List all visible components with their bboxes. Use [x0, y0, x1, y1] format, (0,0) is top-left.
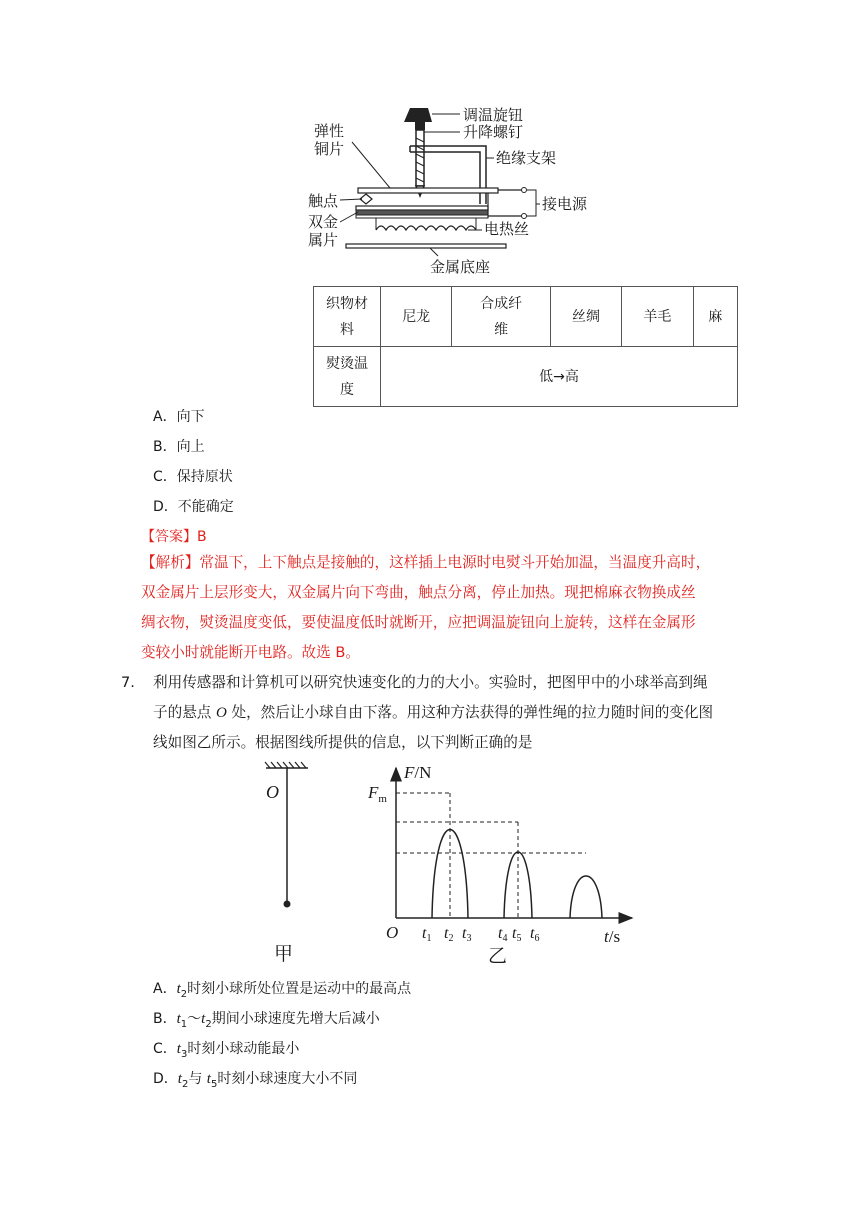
q7-stem-line: 子的悬点 O 处，然后让小球自由下落。用这种方法获得的弹性绳的拉力随时间的变化图: [153, 704, 714, 721]
y-axis-label: F/N: [404, 763, 432, 782]
fig-yi-label: 乙: [488, 945, 508, 967]
thermostat-diagram: [300, 96, 600, 280]
q7-number: 7.: [121, 674, 135, 691]
x-tick-label: t4: [498, 925, 508, 944]
variable-subscript: 3: [180, 1048, 188, 1060]
table-cell: 丝绸: [550, 287, 621, 347]
label-power: 接电源: [542, 195, 588, 213]
q7-stem-line: 线如图乙所示。根据图线所提供的信息，以下判断正确的是: [153, 734, 533, 751]
label-screw: 升降螺钉: [463, 123, 524, 141]
force-pulse-3: [570, 876, 602, 918]
label-heating-wire: 电热丝: [484, 220, 530, 238]
analysis-tag: 【解析】: [141, 554, 200, 571]
knob-shape: [404, 108, 432, 122]
analysis-line: 双金属片上层形变大，双金属片向下弯曲，触点分离，停止加热。现把棉麻衣物换成丝: [141, 584, 696, 601]
q7-option-d[interactable]: D．$t_2$与 $t_5$时刻小球速度大小不同: [153, 1071, 358, 1090]
q7-stem: [153, 668, 713, 758]
label-knob: 调温旋钮: [463, 106, 524, 124]
x-tick-label: t3: [462, 925, 472, 944]
heating-wire-shape: [376, 226, 476, 230]
x-tick-label: t6: [530, 925, 540, 944]
table-row: [314, 287, 738, 347]
answer-label: 【答案】B: [141, 529, 207, 545]
analysis-line: 变较小时就能断开电路。故选 B。: [141, 644, 360, 661]
q6-option-a[interactable]: A．向下: [153, 409, 205, 425]
q6-option-d[interactable]: D．不能确定: [153, 499, 234, 515]
label-copper-2: 铜片: [314, 140, 345, 158]
table-row: [314, 347, 738, 407]
q7-option-a[interactable]: A．$t_2$时刻小球所处位置是运动中的最高点: [153, 981, 412, 1000]
force-time-graph: [360, 760, 640, 970]
label-bimetal-2: 属片: [308, 231, 339, 249]
variable-symbol: t: [176, 1011, 181, 1027]
pendulum-figure: [256, 760, 316, 970]
label-contact: 触点: [308, 192, 339, 210]
variable-symbol: t: [206, 1071, 211, 1087]
q7-option-c[interactable]: C．$t_3$时刻小球动能最小: [153, 1041, 300, 1060]
variable-subscript: 2: [181, 1078, 189, 1090]
table-cell: 麻: [693, 287, 737, 347]
label-copper-1: 弹性: [314, 122, 345, 140]
table-cell-range: 低→高: [381, 347, 738, 407]
x-tick-label: t5: [512, 925, 522, 944]
analysis-line: 常温下，上下触点是接触的，这样插上电源时电熨斗开始加温，当温度升高时，: [199, 554, 711, 571]
variable-subscript: 2: [180, 988, 188, 1000]
base-shape: [346, 244, 506, 248]
q6-option-c[interactable]: C．保持原状: [153, 469, 233, 485]
variable-symbol: t: [201, 1011, 206, 1027]
label-bimetal-1: 双金: [308, 213, 339, 231]
x-axis-label: t/s: [604, 927, 621, 946]
label-bracket: 绝缘支架: [496, 149, 557, 167]
variable-symbol: t: [176, 1041, 181, 1057]
ball-shape: [284, 901, 291, 908]
x-tick-label: t1: [422, 925, 432, 944]
variable-symbol: t: [177, 1071, 182, 1087]
table-cell: 合成纤 维: [452, 287, 550, 347]
origin-label: O: [386, 923, 399, 942]
table-cell-header: 熨烫温 度: [314, 347, 381, 407]
table-cell: 羊毛: [622, 287, 693, 347]
variable-subscript: 1: [180, 1018, 188, 1030]
analysis-paragraph: [141, 548, 710, 668]
analysis-line: 绸衣物，熨烫温度变低，要使温度低时就断开，应把调温旋钮向上旋转，这样在金属形: [141, 614, 696, 631]
table-cell-header: 织物材 料: [314, 287, 381, 347]
variable-subscript: 2: [205, 1018, 212, 1030]
point-o-label: O: [266, 782, 279, 802]
fig-jia-label: 甲: [274, 943, 294, 965]
variable-subscript: 5: [210, 1078, 218, 1090]
x-tick-label: t2: [444, 925, 454, 944]
fm-label: $F_m$: [368, 783, 387, 805]
table-cell: 尼龙: [381, 287, 452, 347]
q6-option-b[interactable]: B．向上: [153, 439, 205, 455]
label-base: 金属底座: [430, 258, 491, 276]
q7-stem-line: 利用传感器和计算机可以研究快速变化的力的大小。实验时，把图甲中的小球举高到绳: [153, 674, 708, 691]
variable-symbol: O: [216, 705, 227, 721]
q7-option-b[interactable]: B．$t_1\sim t_2$期间小球速度先增大后减小: [153, 1011, 380, 1030]
variable-symbol: t: [176, 981, 181, 997]
fabric-temperature-table: [313, 286, 738, 407]
